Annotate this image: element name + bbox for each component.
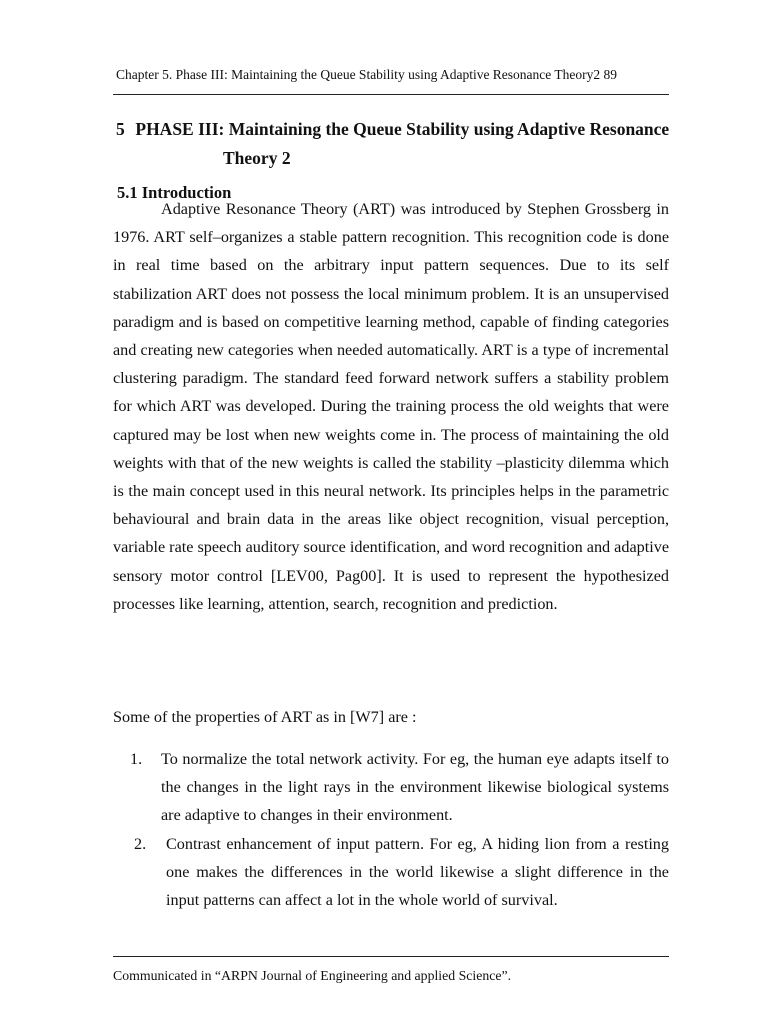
list-marker: 2. xyxy=(134,834,147,853)
list-item-text: To normalize the total network activity. For eg, the human eye adapts itself to the changes in the light rays in the environment likewise biological systems are adaptive to changes in their environment. xyxy=(161,750,669,825)
section-heading: 5.1 Introduction xyxy=(117,183,232,202)
footer-rule xyxy=(113,956,669,957)
list-item xyxy=(130,745,669,830)
chapter-number: 5 xyxy=(116,119,125,139)
list-item-text: Contrast enhancement of input pattern. For eg, A hiding lion from a resting one makes the differences in the world likewise a slight difference in the input patterns can affect a lot in the whole world of survival. xyxy=(166,834,669,910)
list-marker: 1. xyxy=(130,750,143,768)
properties-intro: Some of the properties of ART as in [W7] are : xyxy=(113,708,417,726)
intro-paragraph: Adaptive Resonance Theory (ART) was introduced by Stephen Grossberg in 1976. ART self–organizes a stable pattern recognition. This recognition code is done in real time based on the arbitrary input pattern sequences. Due to its self stabilization ART does not possess the local minimum problem. It is an unsupervised paradigm and is based on competitive learning method, capable of finding categories and creating new categories when needed automatically. ART is a type of incremental clustering paradigm. The standard feed forward network suffers a stability problem for which ART was developed. During the training process the old weights that were captured may be lost when new weights come in. The process of maintaining the old weights with that of the new weights is called the stability –plasticity dilemma which is the main concept used in this neural network. Its principles helps in the parametric behavioural and brain data in the areas like object recognition, visual perception, variable rate speech auditory source identification, and word recognition and adaptive sensory motor control [LEV00, Pag00]. It is used to represent the hypothesized processes like learning, attention, search, recognition and prediction. xyxy=(113,200,670,613)
running-header: Chapter 5. Phase III: Maintaining the Queue Stability using Adaptive Resonance Theory2 89 xyxy=(116,67,618,82)
chapter-title-line2: Theory 2 xyxy=(223,148,291,168)
header-rule xyxy=(113,94,669,95)
list-item xyxy=(130,830,669,915)
footer-note: Communicated in “ARPN Journal of Engineering and applied Science”. xyxy=(113,968,512,983)
chapter-title-line1: PHASE III: Maintaining the Queue Stability using Adaptive Resonance xyxy=(135,119,670,139)
chapter-heading xyxy=(116,115,676,173)
properties-list xyxy=(130,745,669,914)
